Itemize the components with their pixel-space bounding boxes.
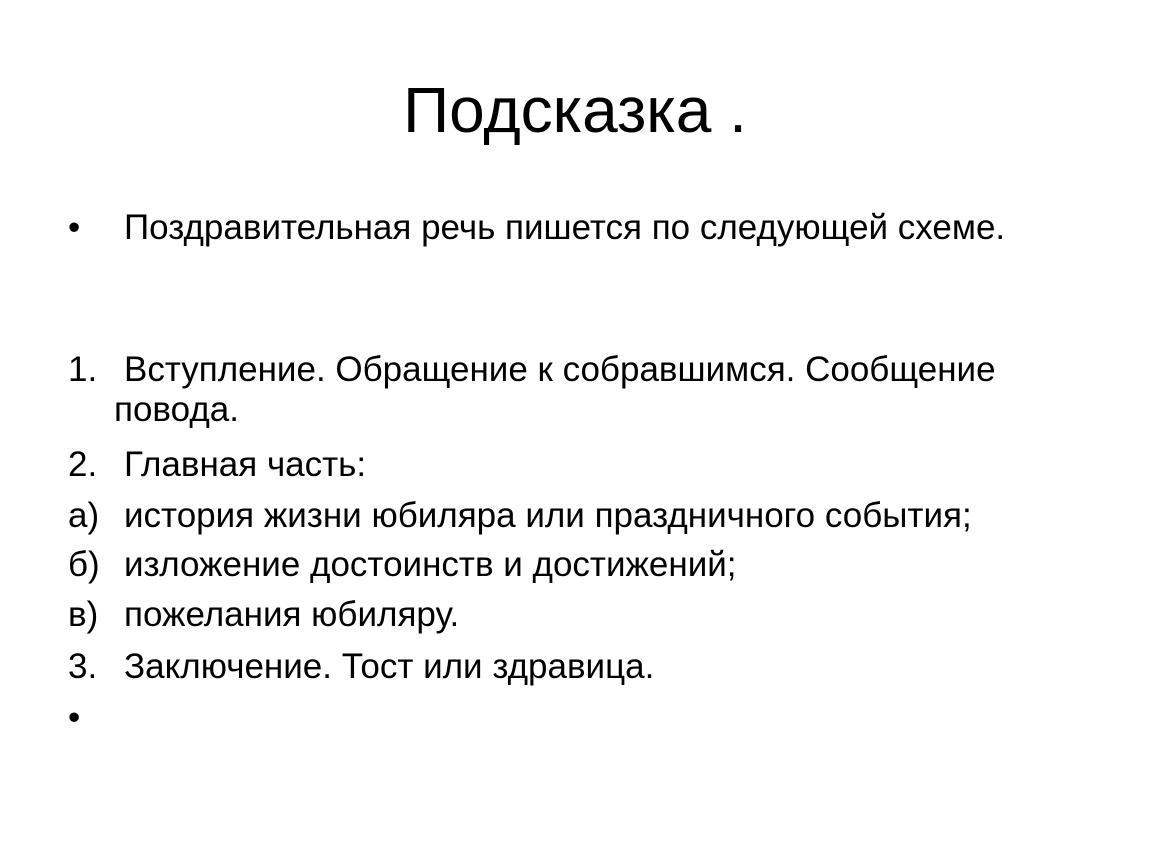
list-item-conclusion bbox=[68, 647, 1108, 687]
list-item-text: Поздравительная речь пишется по следующей схеме. bbox=[124, 208, 1006, 247]
letter-marker: в) bbox=[68, 595, 99, 634]
list-item-main-part bbox=[68, 445, 1108, 485]
list-item-merits bbox=[68, 545, 1108, 585]
list-item-intro-note bbox=[68, 208, 1108, 248]
letter-marker: а) bbox=[68, 496, 100, 535]
number-marker: 1. bbox=[68, 350, 98, 389]
number-marker: 3. bbox=[68, 647, 98, 686]
list-item-life-history bbox=[68, 496, 1108, 536]
number-marker: 2. bbox=[68, 445, 98, 484]
list-item-wishes bbox=[68, 595, 1108, 635]
list-item-text: история жизни юбиляра или праздничного события; bbox=[124, 496, 972, 535]
letter-marker: б) bbox=[68, 545, 100, 584]
list-item-text: пожелания юбиляру. bbox=[124, 595, 460, 634]
list-item-text: Главная часть: bbox=[124, 445, 367, 484]
list-item-text: Заключение. Тост или здравица. bbox=[124, 647, 655, 686]
list-item-text: Вступление. Обращение к собравшимся. Сообщение повода. bbox=[114, 350, 996, 429]
slide-title: Подсказка . bbox=[403, 74, 747, 146]
bullet-marker: • bbox=[68, 208, 81, 247]
bullet-marker: • bbox=[68, 698, 81, 737]
list-item-introduction bbox=[68, 350, 1108, 430]
list-item-text: изложение достоинств и достижений; bbox=[124, 545, 737, 584]
